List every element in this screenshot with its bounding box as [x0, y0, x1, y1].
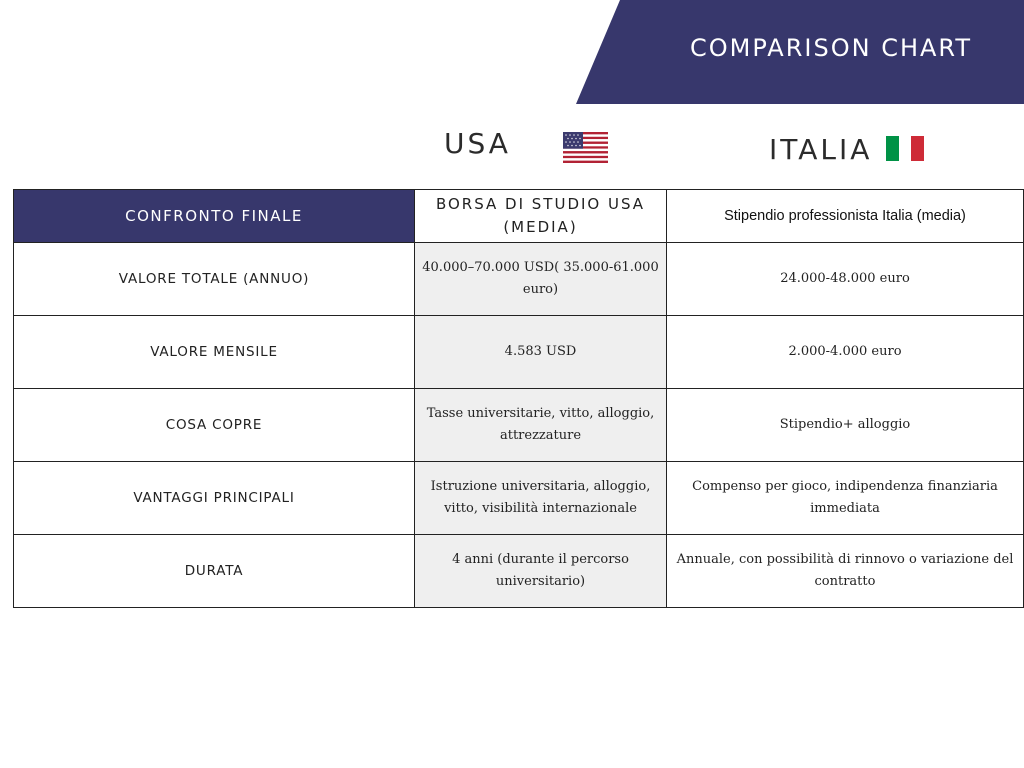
- italia-cell: Annuale, con possibilità di rinnovo o variazione del contratto: [667, 535, 1024, 608]
- table-row: [14, 462, 1024, 535]
- italia-cell: 2.000-4.000 euro: [667, 316, 1024, 389]
- row-label: VANTAGGI PRINCIPALI: [14, 462, 415, 535]
- italia-cell: 24.000-48.000 euro: [667, 243, 1024, 316]
- table-row: [14, 389, 1024, 462]
- italy-flag-icon: [886, 136, 924, 161]
- italia-cell: Compenso per gioco, indipendenza finanziaria immediata: [667, 462, 1024, 535]
- table-row: [14, 243, 1024, 316]
- header-confronto: CONFRONTO FINALE: [14, 190, 415, 243]
- row-label: DURATA: [14, 535, 415, 608]
- table-header-row: [14, 190, 1024, 243]
- row-label: VALORE TOTALE (ANNUO): [14, 243, 415, 316]
- table-row: [14, 535, 1024, 608]
- italia-cell: Stipendio+ alloggio: [667, 389, 1024, 462]
- row-label: COSA COPRE: [14, 389, 415, 462]
- table-row: [14, 316, 1024, 389]
- usa-cell: Tasse universitarie, vitto, alloggio, attrezzature: [415, 389, 667, 462]
- row-label: VALORE MENSILE: [14, 316, 415, 389]
- usa-cell: Istruzione universitaria, alloggio, vitto, visibilità internazionale: [415, 462, 667, 535]
- page-title: COMPARISON CHART: [690, 34, 972, 62]
- usa-cell: 4.583 USD: [415, 316, 667, 389]
- usa-flag-icon: [563, 132, 608, 163]
- header-borsa-usa: BORSA DI STUDIO USA (MEDIA): [415, 190, 667, 243]
- comparison-table: [13, 189, 1024, 608]
- country-label-usa: USA: [444, 127, 511, 160]
- usa-cell: 4 anni (durante il percorso universitario): [415, 535, 667, 608]
- header-stipendio-italia: Stipendio professionista Italia (media): [667, 190, 1024, 243]
- country-label-italia: ITALIA: [769, 133, 873, 166]
- usa-cell: 40.000–70.000 USD( 35.000-61.000 euro): [415, 243, 667, 316]
